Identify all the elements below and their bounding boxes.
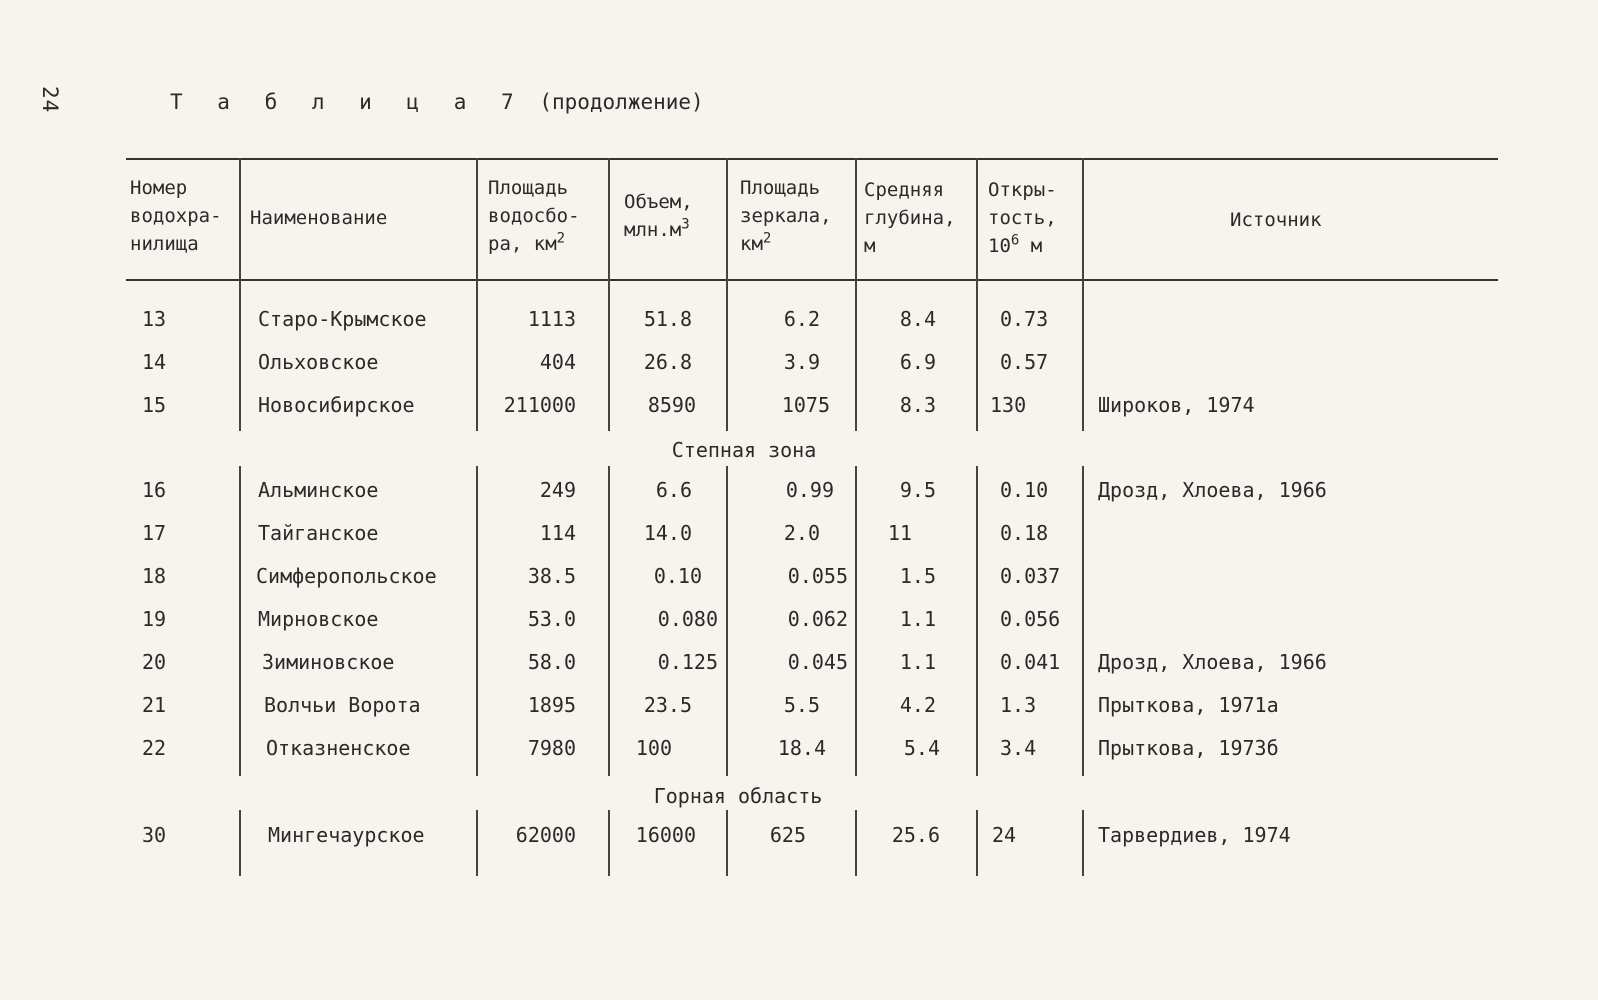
cell-name: Симферопольское bbox=[256, 564, 437, 588]
cell-depth: 9.5 bbox=[899, 478, 936, 502]
header-openness-unit: м bbox=[1019, 235, 1043, 257]
cell-mirror: 0.055 bbox=[787, 564, 848, 588]
cell-num: 16 bbox=[142, 478, 167, 502]
cell-name: Альминское bbox=[258, 478, 379, 502]
cell-catchment: 404 bbox=[539, 350, 576, 374]
cell-volume: 8590 bbox=[647, 393, 696, 417]
cell-catchment: 249 bbox=[539, 478, 576, 502]
page-number: 24 bbox=[38, 86, 62, 114]
cell-openness: 0.73 bbox=[1000, 307, 1049, 331]
cell-mirror: 625 bbox=[769, 823, 806, 847]
zone-heading-mountain: Горная область bbox=[653, 784, 823, 808]
header-openness-text: Откры- тость, 10 bbox=[988, 179, 1057, 257]
cell-name: Новосибирское bbox=[258, 393, 415, 417]
cell-depth: 11 bbox=[887, 521, 912, 545]
cell-openness: 0.10 bbox=[1000, 478, 1049, 502]
table-title-suffix: (продолжение) bbox=[539, 90, 704, 114]
header-depth: Средняя глубина, м bbox=[864, 179, 956, 257]
cell-catchment: 1895 bbox=[527, 693, 576, 717]
cell-num: 30 bbox=[142, 823, 167, 847]
cell-num: 18 bbox=[142, 564, 167, 588]
cell-volume: 0.125 bbox=[657, 650, 718, 674]
body-divider bbox=[239, 279, 241, 431]
cell-source: Широков, 1974 bbox=[1098, 393, 1255, 417]
cell-num: 19 bbox=[142, 607, 167, 631]
body-divider bbox=[476, 466, 478, 776]
cell-volume: 6.6 bbox=[655, 478, 692, 502]
body-divider bbox=[976, 466, 978, 776]
cell-openness: 0.041 bbox=[1000, 650, 1061, 674]
body-divider bbox=[726, 810, 728, 876]
cell-num: 17 bbox=[142, 521, 167, 545]
cell-depth: 1.1 bbox=[899, 607, 936, 631]
header-openness bbox=[988, 176, 1057, 260]
body-divider bbox=[239, 810, 241, 876]
cell-depth: 4.2 bbox=[899, 693, 936, 717]
cell-volume: 0.080 bbox=[657, 607, 718, 631]
cell-source: Дрозд, Хлоева, 1966 bbox=[1098, 478, 1327, 502]
cell-catchment: 114 bbox=[539, 521, 576, 545]
cell-volume: 51.8 bbox=[643, 307, 692, 331]
cell-name: Отказненское bbox=[266, 736, 411, 760]
header-divider bbox=[1082, 158, 1084, 279]
header-volume bbox=[624, 188, 693, 244]
cell-volume: 14.0 bbox=[643, 521, 692, 545]
cell-volume: 23.5 bbox=[643, 693, 692, 717]
cell-source: Прыткова, 1971а bbox=[1098, 693, 1279, 717]
cell-mirror: 0.045 bbox=[787, 650, 848, 674]
body-divider bbox=[1082, 279, 1084, 431]
header-divider bbox=[726, 158, 728, 279]
body-divider bbox=[476, 810, 478, 876]
header-mirror bbox=[740, 174, 832, 258]
body-divider bbox=[855, 466, 857, 776]
cell-volume: 26.8 bbox=[643, 350, 692, 374]
cell-catchment: 62000 bbox=[515, 823, 576, 847]
cell-num: 14 bbox=[142, 350, 167, 374]
cell-mirror: 18.4 bbox=[777, 736, 826, 760]
cell-depth: 25.6 bbox=[891, 823, 940, 847]
cell-openness: 130 bbox=[990, 393, 1027, 417]
header-catchment-sup: 2 bbox=[556, 230, 566, 247]
body-divider bbox=[726, 279, 728, 431]
cell-depth: 1.1 bbox=[899, 650, 936, 674]
cell-openness: 1.3 bbox=[1000, 693, 1037, 717]
cell-name: Зиминовское bbox=[262, 650, 395, 674]
header-divider bbox=[855, 158, 857, 279]
body-divider bbox=[608, 466, 610, 776]
cell-openness: 0.18 bbox=[1000, 521, 1049, 545]
cell-openness: 0.037 bbox=[1000, 564, 1061, 588]
body-divider bbox=[976, 810, 978, 876]
cell-num: 21 bbox=[142, 693, 167, 717]
cell-catchment: 1113 bbox=[527, 307, 576, 331]
body-divider bbox=[1082, 810, 1084, 876]
cell-mirror: 0.99 bbox=[785, 478, 834, 502]
header-catchment bbox=[488, 174, 580, 258]
cell-depth: 6.9 bbox=[899, 350, 936, 374]
cell-catchment: 211000 bbox=[503, 393, 576, 417]
body-divider bbox=[476, 279, 478, 431]
cell-name: Ольховское bbox=[258, 350, 379, 374]
table-title bbox=[170, 90, 704, 114]
header-volume-text: Объем, млн.м bbox=[624, 191, 693, 241]
cell-openness: 24 bbox=[992, 823, 1017, 847]
cell-source: Прыткова, 1973б bbox=[1098, 736, 1279, 760]
cell-openness: 0.056 bbox=[1000, 607, 1061, 631]
body-divider bbox=[239, 466, 241, 776]
cell-name: Мирновское bbox=[258, 607, 379, 631]
cell-depth: 8.3 bbox=[899, 393, 936, 417]
cell-name: Тайганское bbox=[258, 521, 379, 545]
cell-num: 13 bbox=[142, 307, 167, 331]
cell-name: Волчьи Ворота bbox=[264, 693, 421, 717]
cell-volume: 0.10 bbox=[653, 564, 702, 588]
table-title-main: Т а б л и ц а 7 bbox=[170, 90, 523, 114]
cell-mirror: 3.9 bbox=[783, 350, 820, 374]
cell-source: Тарвердиев, 1974 bbox=[1098, 823, 1291, 847]
cell-catchment: 58.0 bbox=[527, 650, 576, 674]
cell-name: Старо-Крымское bbox=[258, 307, 427, 331]
cell-num: 15 bbox=[142, 393, 167, 417]
body-divider bbox=[976, 279, 978, 431]
header-mirror-sup: 2 bbox=[762, 230, 772, 247]
cell-mirror: 6.2 bbox=[783, 307, 820, 331]
cell-mirror: 2.0 bbox=[783, 521, 820, 545]
cell-mirror: 1075 bbox=[781, 393, 830, 417]
cell-catchment: 53.0 bbox=[527, 607, 576, 631]
cell-num: 22 bbox=[142, 736, 167, 760]
zone-heading-steppe: Степная зона bbox=[671, 438, 817, 462]
header-mirror-text: Площадь зеркала, км bbox=[740, 177, 832, 255]
body-divider bbox=[855, 810, 857, 876]
header-number: Номер водохра- нилища bbox=[130, 177, 222, 255]
cell-openness: 3.4 bbox=[1000, 736, 1037, 760]
table-top-rule bbox=[126, 158, 1498, 160]
cell-openness: 0.57 bbox=[1000, 350, 1049, 374]
body-divider bbox=[726, 466, 728, 776]
cell-depth: 5.4 bbox=[903, 736, 940, 760]
body-divider bbox=[855, 279, 857, 431]
header-openness-sup: 6 bbox=[1010, 232, 1020, 249]
body-divider bbox=[1082, 466, 1084, 776]
header-divider bbox=[476, 158, 478, 279]
cell-source: Дрозд, Хлоева, 1966 bbox=[1098, 650, 1327, 674]
cell-num: 20 bbox=[142, 650, 167, 674]
header-source: Источник bbox=[1230, 209, 1322, 231]
body-divider bbox=[608, 810, 610, 876]
header-name: Наименование bbox=[250, 207, 388, 229]
cell-volume: 16000 bbox=[635, 823, 696, 847]
cell-volume: 100 bbox=[635, 736, 672, 760]
header-catchment-text: Площадь водосбо- ра, км bbox=[488, 177, 580, 255]
cell-catchment: 38.5 bbox=[527, 564, 576, 588]
cell-depth: 8.4 bbox=[899, 307, 936, 331]
cell-mirror: 0.062 bbox=[787, 607, 848, 631]
header-divider bbox=[976, 158, 978, 279]
cell-mirror: 5.5 bbox=[783, 693, 820, 717]
header-divider bbox=[608, 158, 610, 279]
cell-depth: 1.5 bbox=[899, 564, 936, 588]
header-divider bbox=[239, 158, 241, 279]
table-header-rule bbox=[126, 279, 1498, 281]
cell-catchment: 7980 bbox=[527, 736, 576, 760]
body-divider bbox=[608, 279, 610, 431]
cell-name: Мингечаурское bbox=[268, 823, 425, 847]
header-volume-sup: 3 bbox=[681, 216, 690, 233]
